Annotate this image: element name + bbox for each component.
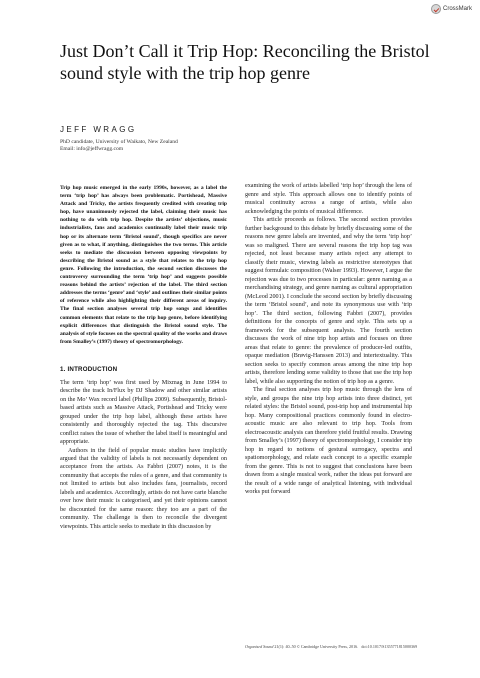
article-title: Just Don’t Call it Trip Hop: Reconciling the Bristol sound style with the trip hop genre (60, 41, 430, 83)
abstract: Trip hop music emerged in the early 1990s, however, as a label the term ‘trip hop’ has always been problematic. Portishead, Massive Attack and Tricky, the artists frequently credited with creating trip hop, have unanimously rejected the label, claiming their music has nothing to do with trip hop. Despite the artists’ objections, music industrialists, fans and academics continually label their music trip hop or its alternate term ‘Bristol sound’, though specifics are never given as to what, if anything, distinguishes the two terms. This article seeks to mediate the discussion between opposing viewpoints by describing the Bristol sound as a style that relates to the trip hop genre. Following the introduction, the second section discusses the controversy surrounding the term ‘trip hop’ and suggests possible reasons behind the artists’ rejection of the label. The third section addresses the terms ‘genre’ and ‘style’ and outlines their similar points of reference while also highlighting their different areas of inquiry. The final section analyses several trip hop songs and identifies common elements that relate to the trip hop genre, before identifying explicit differences that distinguish the Bristol sound style. The analysis of style focuses on the spectral quality of the works and draws from Smalley’s (1997) theory of spectromorphology. (60, 185, 227, 345)
author-name: JEFF WRAGG (60, 125, 137, 134)
body-paragraph: This article proceeds as follows. The second section provides further background to this debate by briefly discussing some of the reasons new genre labels are invented, and why the term ‘trip hop’ was so maligned. There are several reasons the trip hop tag was rejected, not least because many artists reject any attempt to classify their music, viewing labels as restrictive stereotypes that suggest formulaic composition (Walser 1993). However, I argue the rejection was due to two processes in particular: genre naming as a merchandising strategy, and genre naming as cultural appropriation (McLeod 2001). I conclude the second section by briefly discussing the term ‘Bristol sound’, and note its synonymous use with ‘trip hop’. The third section, following Fabbri (2007), provides definitions for the concepts of genre and style. This sets up a framework for the subsequent analysis. The fourth section discusses the work of nine trip hop artists and focuses on three areas that relate to genre: the prevalence of producer-led outfits, opaque mediation (Brøvig-Hanssen 2013) and intertextuality. This section seeks to specify common areas among the nine trip hop artists, therefore lending some validity to those that use the trip hop label, while also supporting the notion of trip hop as a genre. (245, 217, 412, 385)
footer-citation: 21(1): 40–50 © Cambridge University Press, 2016. (273, 644, 359, 649)
left-column (60, 184, 227, 531)
author-email: Email: info@jeffwragg.com (60, 146, 124, 153)
body-paragraph: examining the work of artists labelled ‘trip hop’ through the lens of genre and style. This approach allows one to identify points of musical continuity across a range of artists, while also acknowledging the points of musical difference. (245, 183, 412, 215)
author-details (60, 139, 260, 153)
right-column (245, 182, 412, 497)
author-affiliation: PhD candidate, University of Waikato, New Zealand (60, 139, 178, 145)
body-paragraph: The term ‘trip hop’ was first used by Mixmag in June 1994 to describe the track In/Flux by DJ Shadow and other similar artists on the Mo’ Wax record label (Phillips 2009). Subsequently, Bristol-based artists such as Massive Attack, Portishead and Tricky were grouped under the trip hop label, although these artists have consistently and thoroughly rejected the tag. This discursive conflict raises the issue of whether the label itself is meaningful and appropriate. (60, 379, 227, 446)
body-paragraph: The final section analyses trip hop music through the lens of style, and groups the nine trip hop artists into three distinct, yet related styles: the Bristol sound, post-trip hop and instrumental hip hop. Many compositional practices commonly found in electro-acoustic music are also relevant to trip hop. Tools from electroacoustic analysis can therefore yield fruitful results. Drawing from Smalley’s (1997) theory of spectromorphology, I consider trip hop in regard to notions of gestural surrogacy, spectra and spatiomorphology, and relate each concept to a specific example from the genre. This is not to suggest that conclusions have been drawn from a single musical work, rather the ideas put forward are the result of a wide range of analytical listening, with individual works put forward (245, 387, 412, 495)
section-heading: 1. INTRODUCTION (60, 365, 118, 373)
crossmark-badge[interactable] (431, 3, 473, 15)
footer-doi[interactable]: doi:10.1017/S1355771815000369 (361, 644, 418, 649)
page-footer (245, 644, 420, 649)
crossmark-label: CrossMark (443, 6, 473, 12)
body-paragraph: Authors in the field of popular music studies have implicitly argued that the validity of labels is not necessarily dependent on acceptance from the artists. As Fabbri (2007) notes, it is the community that accepts the rules of a genre, and that community is not limited to artists but also includes fans, journalists, record labels and academics. Accordingly, artists do not have carte blanche over how their music is categorised, and yet their opinions cannot be discounted for the same reason: they too are a part of the community. The challenge is then to reconcile the divergent viewpoints. This article seeks to mediate in this discussion by (60, 447, 227, 530)
crossmark-icon (431, 4, 441, 14)
footer-journal: Organised Sound (245, 644, 274, 649)
